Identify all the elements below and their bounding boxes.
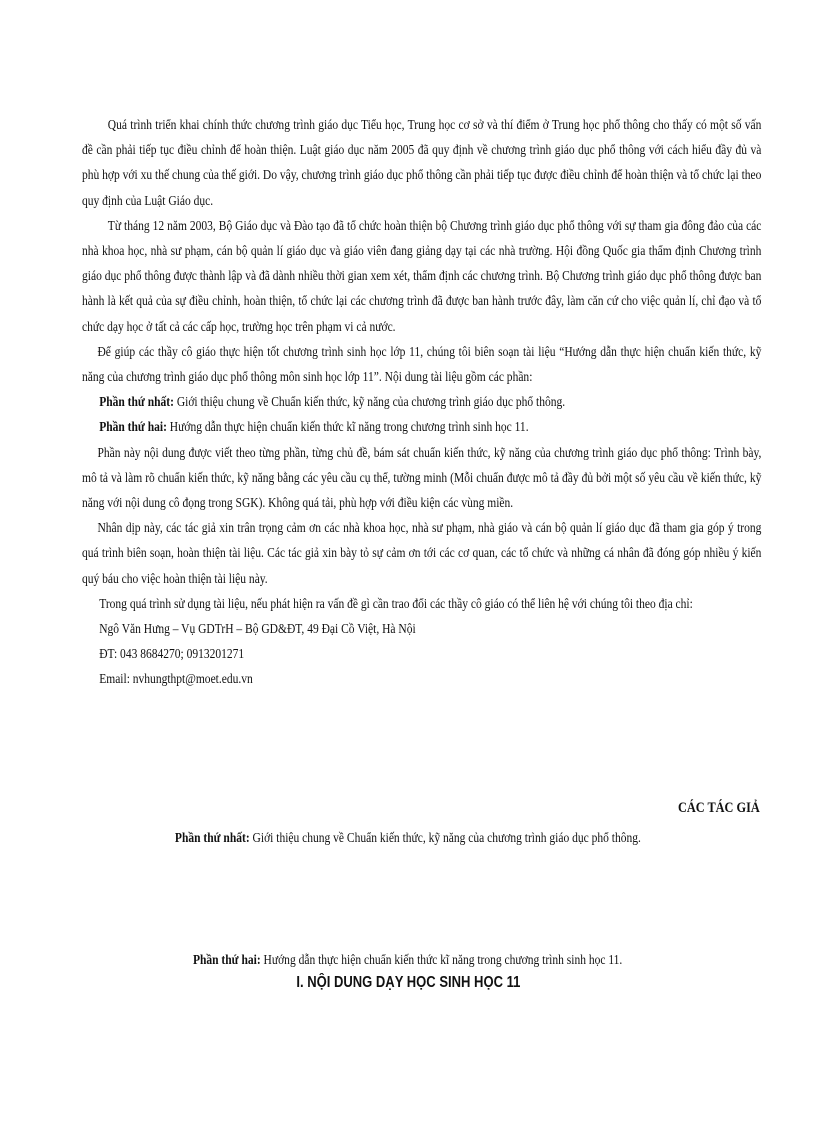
acknowledgement-paragraph: Nhân dịp này, các tác giả xin trân trọng cảm ơn các nhà khoa học, nhà sư phạm, nhà giáo và cán bộ quản lí giáo dục đã tham gia góp ý trong quá trình biên soạn, hoàn thiện tài liệu. Các tác giả xin bày tỏ sự cảm ơn tới các cơ quan, các tổ chức và những cá nhân đã đóng góp nhiều ý kiến quý báu cho việc hoàn thiện tài liệu này. (82, 520, 762, 586)
part2-label: Phần thứ hai: (99, 419, 167, 435)
part2-line (82, 414, 761, 439)
intro-paragraph-2: Từ tháng 12 năm 2003, Bộ Giáo dục và Đào tạo đã tổ chức hoàn thiện bộ Chương trình giáo dục phổ thông với sự tham gia đông đảo của các nhà khoa học, nhà sư phạm, cán bộ quản lí giáo dục và giáo viên đang giảng dạy tại các nhà trường. Hội đồng Quốc gia thẩm định Chương trình giáo dục phổ thông được thành lập và đã dành nhiều thời gian xem xét, thẩm định các chương trình. Bộ Chương trình giáo dục phổ thông được ban hành là kết quả của sự điều chỉnh, hoàn thiện, tổ chức lại các chương trình đã được ban hành trước đây, làm căn cứ cho việc quản lí, chỉ đạo và tổ chức dạy học ở tất cả các cấp học, trường học trên phạm vi cả nước. (82, 217, 762, 334)
authors-signature: CÁC TÁC GIẢ (678, 800, 760, 816)
heading-part2 (0, 952, 816, 968)
section-title (0, 974, 816, 992)
intro-paragraph-3: Để giúp các thầy cô giáo thực hiện tốt chương trình sinh học lớp 11, chúng tôi biên soạn tài liệu “Hướng dẫn thực hiện chuẩn kiến thức, kỹ năng của chương trình giáo dục phổ thông môn sinh học lớp 11”. Nội dung tài liệu gồm các phần: (82, 343, 762, 385)
document-body (82, 112, 761, 692)
part1-label: Phần thứ nhất: (99, 394, 174, 410)
intro-paragraph-1: Quá trình triển khai chính thức chương trình giáo dục Tiểu học, Trung học cơ sở và thí điểm ở Trung học phổ thông cho thấy có một số vấn đề cần phải tiếp tục điều chỉnh để hoàn thiện. Luật giáo dục năm 2005 đã quy định về chương trình giáo dục phổ thông với cách hiểu đầy đủ và phù hợp với xu thế chung của thế giới. Do vậy, chương trình giáo dục phổ thông cần phải tiếp tục được điều chỉnh để hoàn thiện và tổ chức lại theo quy định của Luật Giáo dục. (82, 117, 762, 208)
part1-line (82, 389, 761, 414)
heading-part1-label: Phần thứ nhất: (175, 830, 250, 845)
part2-text: Hướng dẫn thực hiện chuẩn kiến thức kĩ năng trong chương trình sinh học 11. (166, 419, 529, 435)
contact-intro: Trong quá trình sử dụng tài liệu, nếu phát hiện ra vấn đề gì cần trao đổi các thầy cô giáo có thể liên hệ với chúng tôi theo địa chỉ: (99, 595, 693, 611)
heading-part1-text: Giới thiệu chung về Chuẩn kiến thức, kỹ năng của chương trình giáo dục phổ thông. (249, 830, 641, 845)
section-title-text: I. NỘI DUNG DẠY HỌC SINH HỌC 11 (295, 974, 521, 991)
heading-part1 (0, 830, 816, 846)
heading-part2-label: Phần thứ hai: (193, 952, 262, 967)
contact-name: Ngô Văn Hưng – Vụ GDTrH – Bộ GD&ĐT, 49 Đại Cồ Việt, Hà Nội (99, 621, 416, 637)
contact-phone: ĐT: 043 8684270; 0913201271 (99, 646, 245, 662)
heading-part2-text: Hướng dẫn thực hiện chuẩn kiến thức kĩ năng trong chương trình sinh học 11. (261, 952, 623, 967)
contact-email: Email: nvhungthpt@moet.edu.vn (99, 671, 253, 687)
part1-text: Giới thiệu chung về Chuẩn kiến thức, kỹ năng của chương trình giáo dục phổ thông. (173, 394, 566, 410)
part2-description: Phần này nội dung được viết theo từng phần, từng chủ đề, bám sát chuẩn kiến thức, kỹ năng của chương trình giáo dục phổ thông: Trình bày, mô tả và làm rõ chuẩn kiến thức, kỹ năng bằng các yêu cầu cụ thể, tường minh (Mỗi chuẩn được mô tả đầy đủ bởi một số yêu cầu về kiến thức, kỹ năng với nội dung cô đọng trong SGK). Không quá tải, phù hợp với điều kiện các vùng miền. (82, 444, 762, 511)
